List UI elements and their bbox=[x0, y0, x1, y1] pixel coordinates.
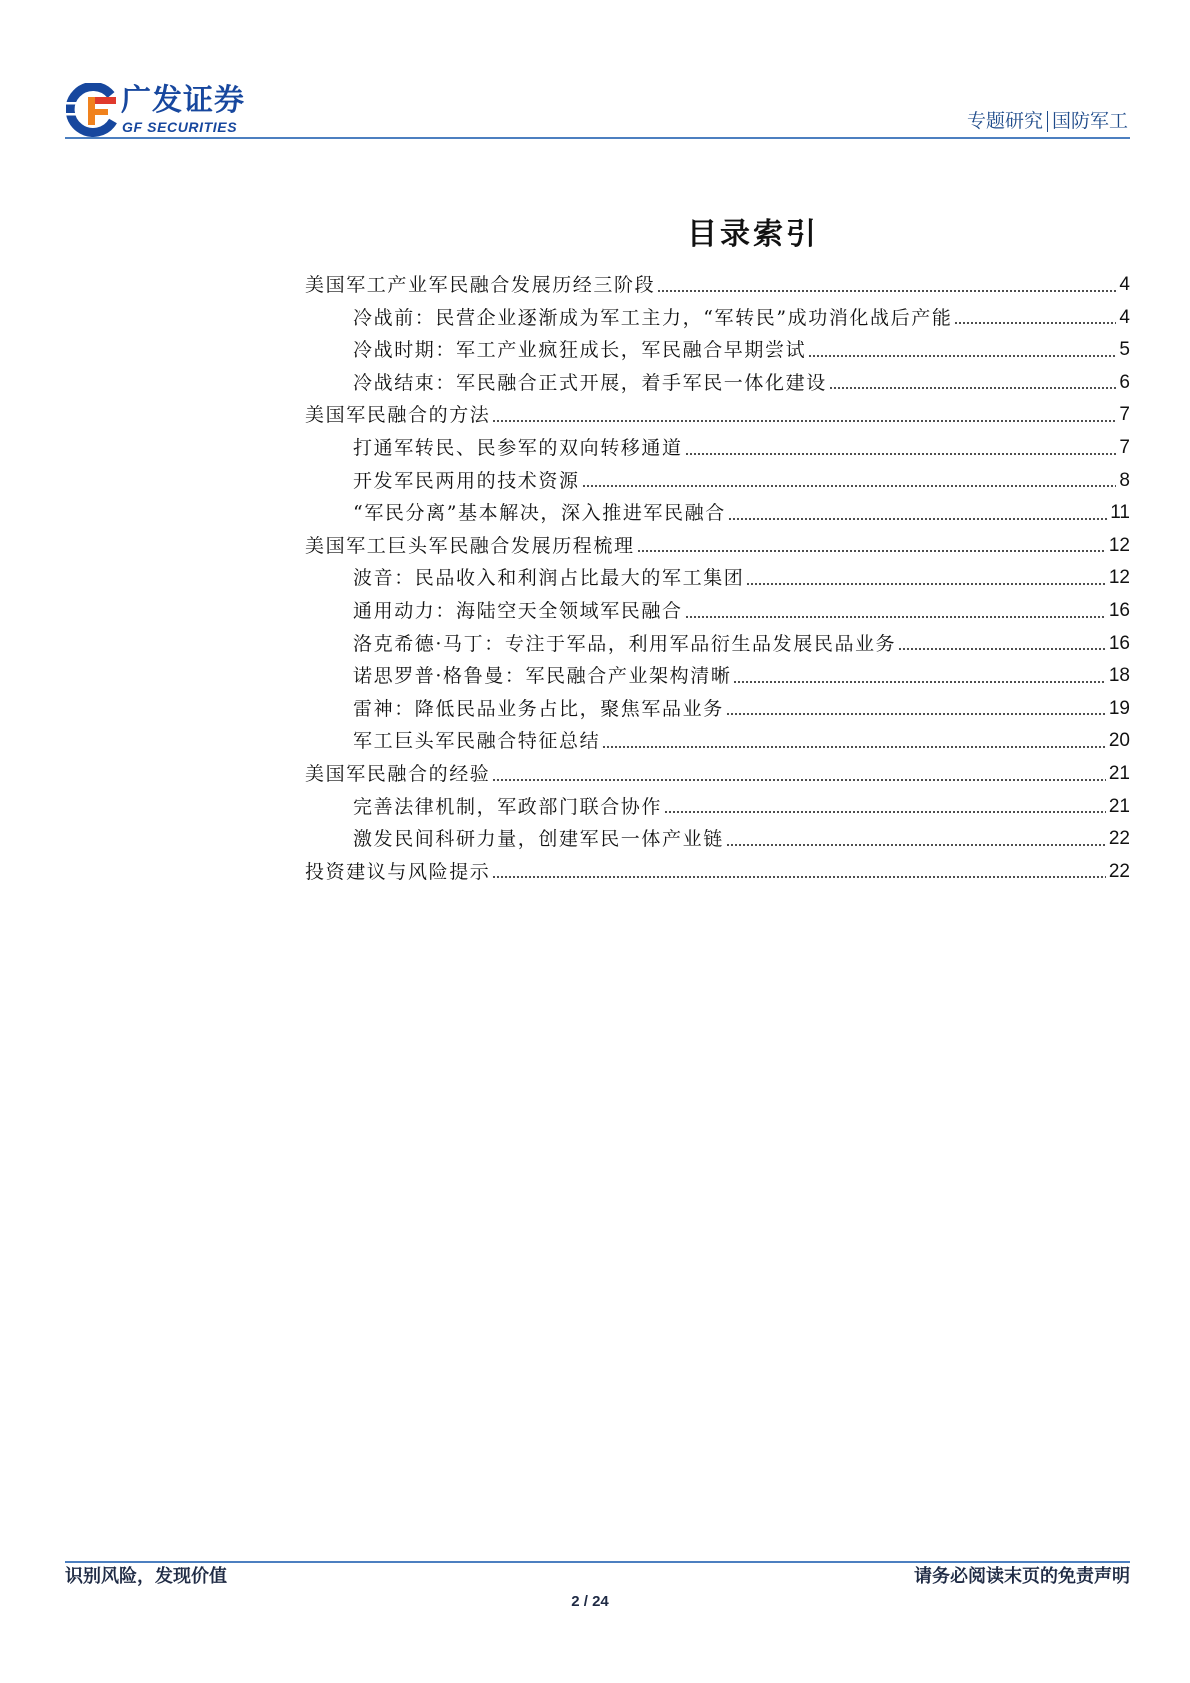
toc-section-entry[interactable] bbox=[305, 269, 1130, 302]
toc-leader-dots bbox=[830, 387, 1117, 389]
page-number: 2 / 24 bbox=[571, 1593, 609, 1610]
toc-entry-title: 通用动力：海陆空天全领域军民融合 bbox=[353, 599, 683, 622]
toc-entry-page: 4 bbox=[1119, 306, 1130, 328]
toc-entry-page: 12 bbox=[1108, 567, 1130, 589]
header-rule bbox=[65, 137, 1130, 139]
toc-entry-page: 22 bbox=[1108, 828, 1130, 850]
toc-leader-dots bbox=[686, 616, 1106, 618]
toc-entry-title: 冷战结束：军民融合正式开展，着手军民一体化建设 bbox=[353, 371, 827, 394]
toc-entry-title: 洛克希德·马丁：专注于军品，利用军品衍生品发展民品业务 bbox=[353, 632, 897, 655]
toc-leader-dots bbox=[583, 485, 1117, 487]
toc-leader-dots bbox=[493, 779, 1105, 781]
toc-subsection-entry[interactable] bbox=[305, 595, 1130, 628]
toc-leader-dots bbox=[658, 290, 1116, 292]
toc-entry-title: 美国军民融合的方法 bbox=[305, 404, 491, 427]
toc-entry-title: 美国军民融合的经验 bbox=[305, 762, 491, 785]
footer-slogan: 识别风险，发现价值 bbox=[65, 1566, 227, 1587]
toc-subsection-entry[interactable] bbox=[305, 660, 1130, 693]
toc-entry-page: 22 bbox=[1108, 860, 1130, 882]
toc-leader-dots bbox=[809, 355, 1116, 357]
toc-entry-page: 18 bbox=[1108, 665, 1130, 687]
toc-entry-page: 5 bbox=[1119, 339, 1130, 361]
toc-leader-dots bbox=[665, 811, 1106, 813]
toc-entry-page: 20 bbox=[1108, 730, 1130, 752]
toc-entry-title: 军工巨头军民融合特征总结 bbox=[353, 730, 601, 753]
footer-rule bbox=[65, 1561, 1130, 1563]
toc-leader-dots bbox=[638, 550, 1106, 552]
toc-entry-page: 16 bbox=[1108, 599, 1130, 621]
report-category bbox=[967, 108, 1128, 134]
toc-subsection-entry[interactable] bbox=[305, 791, 1130, 824]
gf-securities-logo bbox=[66, 83, 258, 137]
toc-entry-title: 雷神：降低民品业务占比，聚焦军品业务 bbox=[353, 697, 724, 720]
toc-leader-dots bbox=[727, 713, 1106, 715]
toc-entry-page: 7 bbox=[1119, 404, 1130, 426]
toc-subsection-entry[interactable] bbox=[305, 465, 1130, 498]
toc-leader-dots bbox=[493, 876, 1105, 878]
toc-subsection-entry[interactable] bbox=[305, 628, 1130, 661]
toc-entry-page: 7 bbox=[1119, 436, 1130, 458]
toc-subsection-entry[interactable] bbox=[305, 367, 1130, 400]
toc-subsection-entry[interactable] bbox=[305, 334, 1130, 367]
toc-subsection-entry[interactable] bbox=[305, 823, 1130, 856]
toc-entry-title: 美国军工产业军民融合发展历经三阶段 bbox=[305, 274, 656, 296]
report-type: 专题研究 bbox=[966, 110, 1043, 132]
toc-entry-page: 21 bbox=[1108, 795, 1130, 817]
toc-leader-dots bbox=[899, 648, 1106, 650]
toc-entry-title: 冷战前：民营企业逐渐成为军工主力，“军转民”成功消化战后产能 bbox=[353, 306, 953, 329]
toc-entry-page: 8 bbox=[1119, 469, 1130, 491]
toc-entry-page: 6 bbox=[1119, 371, 1130, 393]
toc-entry-title: 诺思罗普·格鲁曼：军民融合产业架构清晰 bbox=[353, 665, 732, 688]
toc-entry-page: 12 bbox=[1108, 534, 1130, 556]
toc-entry-title: 完善法律机制，军政部门联合协作 bbox=[353, 795, 663, 818]
toc-leader-dots bbox=[686, 453, 1117, 455]
toc-entry-page: 4 bbox=[1119, 274, 1130, 295]
toc-entry-title: “军民分离”基本解决，深入推进军民融合 bbox=[353, 502, 726, 525]
gf-securities-logo-icon bbox=[66, 83, 120, 137]
toc-section-entry[interactable] bbox=[305, 758, 1130, 791]
toc-entry-title: 打通军转民、民参军的双向转移通道 bbox=[353, 436, 683, 459]
toc-leader-dots bbox=[729, 518, 1107, 520]
toc-leader-dots bbox=[734, 681, 1105, 683]
toc-leader-dots bbox=[493, 420, 1116, 422]
toc-entry-page: 11 bbox=[1110, 502, 1130, 524]
footer-disclaimer: 请务必阅读末页的免责声明 bbox=[914, 1566, 1130, 1587]
logo-chinese-name: 广发证券 bbox=[121, 83, 245, 118]
toc-entry-title: 投资建议与风险提示 bbox=[305, 860, 491, 883]
toc-section-entry[interactable] bbox=[305, 399, 1130, 432]
logo-english-name: GF SECURITIES bbox=[122, 119, 238, 135]
toc-subsection-entry[interactable] bbox=[305, 432, 1130, 465]
toc-subsection-entry[interactable] bbox=[305, 497, 1130, 530]
toc-entry-page: 21 bbox=[1108, 762, 1130, 784]
toc-entry-title: 美国军工巨头军民融合发展历程梳理 bbox=[305, 534, 635, 557]
toc-entry-page: 16 bbox=[1108, 632, 1130, 654]
toc-leader-dots bbox=[727, 844, 1106, 846]
toc-list bbox=[305, 269, 1130, 888]
toc-entry-title: 波音：民品收入和利润占比最大的军工集团 bbox=[353, 567, 745, 590]
toc-title: 目录索引 bbox=[687, 217, 819, 252]
toc-subsection-entry[interactable] bbox=[305, 725, 1130, 758]
toc-leader-dots bbox=[955, 322, 1116, 324]
toc-leader-dots bbox=[603, 746, 1106, 748]
toc-section-entry[interactable] bbox=[305, 856, 1130, 889]
header-separator bbox=[1047, 111, 1048, 132]
toc-entry-page: 19 bbox=[1108, 697, 1130, 719]
toc-entry-title: 冷战时期：军工产业疯狂成长，军民融合早期尝试 bbox=[353, 339, 807, 362]
toc-section-entry[interactable] bbox=[305, 530, 1130, 563]
toc-entry-title: 开发军民两用的技术资源 bbox=[353, 469, 580, 492]
toc-subsection-entry[interactable] bbox=[305, 693, 1130, 726]
toc-subsection-entry[interactable] bbox=[305, 302, 1130, 335]
toc-leader-dots bbox=[747, 583, 1105, 585]
toc-subsection-entry[interactable] bbox=[305, 562, 1130, 595]
toc-entry-title: 激发民间科研力量，创建军民一体产业链 bbox=[353, 828, 724, 851]
report-sector: 国防军工 bbox=[1051, 110, 1128, 132]
